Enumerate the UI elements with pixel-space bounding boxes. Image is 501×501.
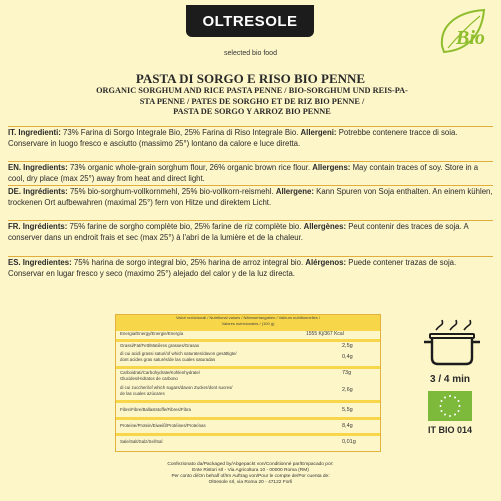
nutrition-row-label: Carboidrati/Carbohydrate/Kohlenhydrate/ bbox=[120, 370, 201, 375]
divider bbox=[8, 161, 493, 162]
footer-line: Per conto di/On behalf of/Im Auftrag von/Pour le compte de/Por cuenta de: bbox=[171, 474, 330, 479]
divider bbox=[8, 185, 493, 186]
ingredients-text: 75% harina de sorgo integral bio, 25% harina de arroz integral bio. bbox=[73, 258, 304, 267]
nutrition-row-label: Glucides/Hidratos de carbono bbox=[120, 376, 178, 381]
nutrition-row-label: dont acides gras saturés/de las cuales saturadas bbox=[120, 357, 216, 362]
manufacturer-info bbox=[40, 462, 461, 486]
nutrition-row-label: Fibre/Fibre/Ballaststoffe/Fibres/Fibra bbox=[120, 407, 191, 412]
ingredients-en bbox=[8, 163, 493, 184]
cooking-pot-icon bbox=[418, 318, 484, 368]
product-subtitle bbox=[82, 86, 422, 118]
nutrition-row-label: Proteine/Protein/Eiweiß/Protéines/Proteínas bbox=[120, 423, 206, 428]
product-title: PASTA DI SORGO E RISO BIO PENNE bbox=[135, 71, 366, 86]
footer-line: Ente Ristori srl - Via Agricoltura 10 - 00000 Roma (RM) bbox=[192, 468, 309, 473]
nutrition-row-value: 1555 Kj/367 Kcal bbox=[306, 331, 344, 337]
allergen-label: Allergene: bbox=[275, 187, 314, 196]
ingredients-text: 75% bio-sorghum-vollkornmehl, 25% bio-vollkorn-reismehl. bbox=[69, 187, 274, 196]
brand-tagline: selected bio food bbox=[224, 50, 277, 57]
nutrition-table bbox=[115, 314, 381, 452]
ingredients-label: ES. Ingredientes: bbox=[8, 258, 72, 267]
nutrition-row-value: 0,4g bbox=[342, 354, 353, 360]
nutrition-row-label: di cui acidi grassi saturi/of which saturates/davon gesättigte/ bbox=[120, 351, 237, 356]
nutrition-header-line: Valori nutrizionali / Nutritional values / Nährwertangaben / Valeurs nutritionnelles / bbox=[176, 315, 320, 320]
allergen-text: Puede contener trazas de soja. Conservar en lugar fresco y seco (maximo 25°) alejado del calor y de la luz directa. bbox=[8, 258, 457, 278]
nutrition-row-value: 5,5g bbox=[342, 407, 353, 413]
allergen-text: Potrebbe contenere tracce di soia. Conservare in luogo fresco e asciutto (massimo 25°) lontano da calore e luce diretta. bbox=[8, 128, 458, 148]
ingredients-de bbox=[8, 187, 493, 208]
bio-badge-text: Bio bbox=[456, 27, 485, 49]
nutrition-header bbox=[116, 315, 380, 327]
allergen-label: Allergens: bbox=[312, 163, 351, 172]
subtitle-line: PASTA DE SORGO Y ARROZ BIO PENNE bbox=[173, 107, 331, 116]
table-band bbox=[116, 400, 380, 403]
ingredients-text: 73% Farina di Sorgo Integrale Bio, 25% Farina di Riso Integrale Bio. bbox=[63, 128, 299, 137]
subtitle-line: ORGANIC SORGHUM AND RICE PASTA PENNE / BIO-SORGHUM UND REIS-PA- bbox=[96, 86, 408, 95]
ingredients-text: 73% organic whole-grain sorghum flour, 26% organic brown rice flour. bbox=[69, 163, 311, 172]
nutrition-row-value: 0,01g bbox=[342, 439, 356, 445]
nutrition-row-label: de las cuales azúcares bbox=[120, 391, 165, 396]
table-band bbox=[116, 339, 380, 342]
subtitle-line: STA PENNE / PATES DE SORGHO ET DE RIZ BIO PENNE / bbox=[139, 96, 365, 106]
allergen-label: Alérgenos: bbox=[305, 258, 347, 267]
footer-line: Confezionato da/Packaged by/Abgepackt von/Conditionné par/Empacado por: bbox=[167, 462, 334, 467]
nutrition-row-value: 2,6g bbox=[342, 387, 353, 393]
nutrition-row-label: di cui zuccheri/of which sugars/davon Zucker/dont sucres/ bbox=[120, 385, 233, 390]
ingredients-label: DE. Ingrédients: bbox=[8, 187, 68, 196]
nutrition-row-value: 2,5g bbox=[342, 343, 353, 349]
footer-line: Oltresole srl, via Roma 20 - 47122 Forlì bbox=[208, 480, 293, 485]
table-band bbox=[116, 433, 380, 436]
allergen-label: Allergeni: bbox=[300, 128, 337, 137]
brand-name: OLTRESOLE bbox=[202, 13, 298, 30]
ingredients-text: 75% farine de sorgho complète bio, 25% farine de riz complète bio. bbox=[69, 222, 302, 231]
ingredients-it bbox=[8, 128, 493, 149]
divider bbox=[8, 220, 493, 221]
allergen-text: Kann Spuren von Soja enthalten. An einem kühlen, trockenen Ort aufbewahren (maximal 25°) fern von Hitze und direktem Licht. bbox=[8, 187, 493, 207]
allergen-text: Peut contenir des traces de soja. A conserver dans un endroit frais et sec (max 25°) à l'abri de la lumière et de la chaleur. bbox=[8, 222, 469, 242]
ingredients-label: IT. Ingredienti: bbox=[8, 128, 61, 137]
nutrition-row-label: Grassi/Fat/Fett/Matières grasses/Grasas bbox=[120, 343, 200, 348]
ingredients-fr bbox=[8, 222, 493, 243]
bio-leaf-icon bbox=[434, 6, 494, 60]
table-band bbox=[116, 417, 380, 420]
table-band bbox=[116, 366, 380, 369]
eu-organic-leaf-icon bbox=[428, 391, 472, 421]
nutrition-row-value: 8,4g bbox=[342, 423, 353, 429]
ingredients-label: EN. Ingredients: bbox=[8, 163, 68, 172]
certification-code: IT BIO 014 bbox=[427, 425, 472, 435]
divider bbox=[8, 126, 493, 127]
nutrition-row-label: Sale/Salt/Salz/Sel/Sal bbox=[120, 439, 163, 444]
divider bbox=[8, 256, 493, 257]
nutrition-header-line: Valores nutricionales / (100 g) bbox=[221, 321, 275, 326]
allergen-label: Allergènes: bbox=[303, 222, 347, 231]
brand-logo bbox=[186, 5, 314, 37]
allergen-text: May contain traces of soy. Store in a cool, dry place (max 25°) away from heat and direct light. bbox=[8, 163, 479, 183]
nutrition-row-value: 73g bbox=[342, 370, 352, 376]
cooking-time: 3 / 4 min bbox=[429, 374, 470, 385]
nutrition-row-label: Energia/Energy/Energie/Energía bbox=[120, 331, 184, 336]
ingredients-es bbox=[8, 258, 493, 279]
ingredients-label: FR. Ingrédients: bbox=[8, 222, 68, 231]
